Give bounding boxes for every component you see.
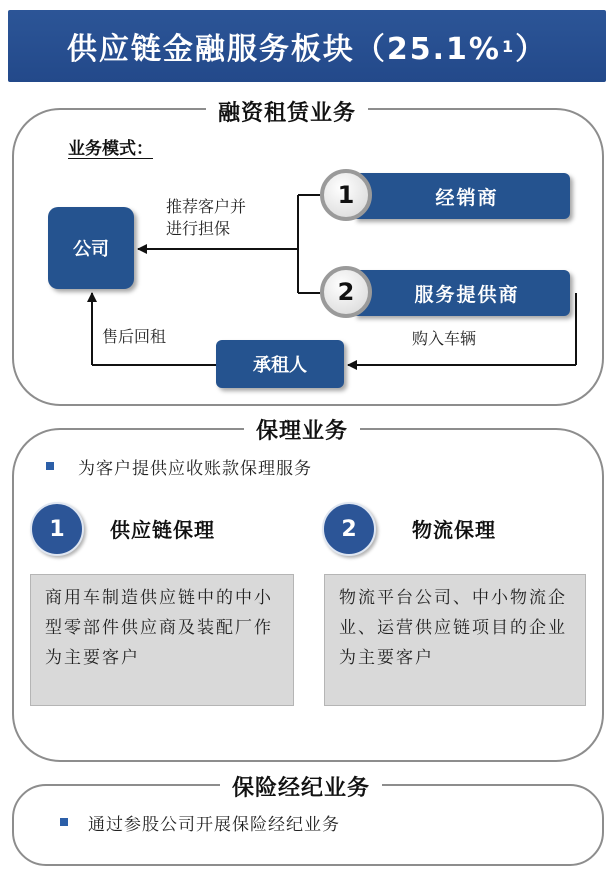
recommend-label-line1: 推荐客户并 [166, 197, 247, 216]
logistics-number-badge: 2 [322, 502, 376, 556]
recommend-label-line2: 进行担保 [166, 219, 231, 238]
logistics-factoring-title: 物流保理 [412, 518, 496, 542]
business-mode-label: 业务模式： [68, 139, 153, 159]
insurance-bullet-text: 通过参股公司开展保险经纪业务 [88, 815, 340, 835]
company-node: 公司 [48, 207, 134, 289]
dealer-node: 经销商 [354, 173, 570, 219]
buyback-label: 售后回租 [102, 327, 167, 346]
factoring-section-title: 保理业务 [244, 414, 360, 445]
service-provider-node: 服务提供商 [354, 270, 570, 316]
lessee-node: 承租人 [216, 340, 344, 388]
title-footnote: 1 [501, 36, 516, 56]
factoring-bullet-marker [46, 462, 54, 470]
insurance-section-title: 保险经纪业务 [220, 771, 382, 802]
factoring-bullet-text: 为客户提供应收账款保理服务 [78, 459, 312, 479]
recommend-label [166, 196, 246, 240]
supply-chain-factoring-desc: 商用车制造供应链中的中小型零部件供应商及装配厂作为主要客户 [30, 574, 294, 706]
supply-chain-factoring-title: 供应链保理 [110, 518, 215, 542]
buy-vehicle-label: 购入车辆 [412, 329, 477, 348]
supply-chain-number-badge: 1 [30, 502, 84, 556]
leasing-section-title: 融资租赁业务 [206, 96, 368, 127]
title-close: ） [515, 32, 548, 67]
logistics-factoring-desc: 物流平台公司、中小物流企业、运营供应链项目的企业为主要客户 [324, 574, 586, 706]
dealer-number-badge: 1 [320, 169, 372, 221]
title-text: 供应链金融服务板块（25.1% [66, 32, 501, 67]
provider-number-badge: 2 [320, 266, 372, 318]
insurance-bullet-marker [60, 818, 68, 826]
